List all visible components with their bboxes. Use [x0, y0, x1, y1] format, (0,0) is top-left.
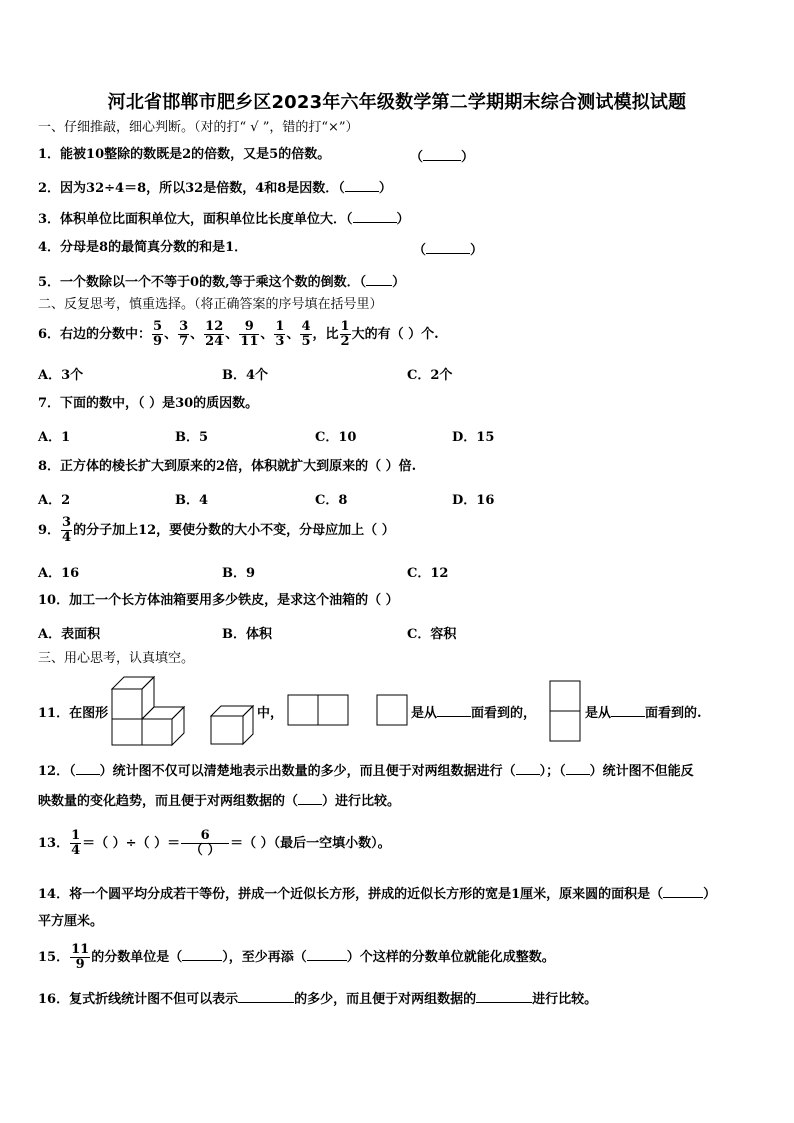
answer-blank[interactable] — [476, 988, 532, 1003]
fraction-6-over-blank: $\frac{6}{( )}$ — [181, 829, 229, 858]
cube-top-face — [211, 706, 253, 716]
paren-open: （ — [410, 150, 424, 165]
question-10: 10．加工一个长方体油箱要用多少铁皮，是求这个油箱的（ ） — [38, 593, 399, 608]
fraction-11-9: $\frac{11}{9}$ — [71, 942, 90, 972]
single-cube-figure — [209, 704, 255, 746]
answer-blank[interactable] — [566, 760, 590, 775]
option-10c[interactable]: C．容积 — [407, 627, 457, 642]
question-12-line-1: 12．（ ）统计图不仅可以清楚地表示出数量的多少，而且便于对两组数据进行（ ）；（ ）统计图不但能反 — [38, 760, 694, 781]
separator: 、 — [164, 327, 178, 342]
question-3-text: 3．体积单位比面积单位大，面积单位比长度单位大．（ — [38, 212, 353, 227]
option-6a[interactable]: A．3个 — [38, 368, 84, 383]
question-2-text: 2．因为32÷4＝8，所以32是倍数，4和8是因数．（ — [38, 181, 345, 196]
fraction-12-24: $\frac{12}{24}$ — [205, 319, 224, 349]
question-13: 13． $\frac{1}{4}$ ＝（ ）÷（ ）＝ $\frac{6}{( )}$ ＝（ ）（最后一空填小数）。 — [38, 828, 391, 858]
question-6-prefix: 6．右边的分数中： — [38, 327, 152, 342]
question-15: 15． $\frac{11}{9}$ 的分数单位是（ ），至少再添（ ）个这样的分数单位就能化成整数。 — [38, 942, 555, 972]
separator: 、 — [286, 327, 300, 342]
option-6c[interactable]: C．2个 — [407, 368, 453, 383]
fraction-3-7: $\frac{3}{7}$ — [179, 319, 189, 349]
option-7a[interactable]: A．1 — [38, 430, 71, 445]
answer-blank-2[interactable] — [611, 702, 645, 717]
option-7d[interactable]: D．15 — [452, 430, 495, 445]
option-7b[interactable]: B．5 — [175, 430, 209, 445]
bottom-right-cube-side-face — [172, 707, 184, 745]
answer-blank[interactable] — [366, 271, 392, 286]
option-6b[interactable]: B．4个 — [222, 368, 269, 383]
single-square-view — [376, 694, 409, 726]
fraction-1-4: $\frac{1}{4}$ — [71, 828, 81, 858]
fraction-9-11: $\frac{9}{11}$ — [240, 319, 259, 349]
fraction-4-5: $\frac{4}{5}$ — [301, 319, 311, 349]
question-2 — [38, 177, 392, 198]
question-14-line-1: 14．将一个圆平均分成若干等份，拼成一个近似长方形，拼成的近似长方形的宽是1厘米，原来圆的面积是（ ） — [38, 883, 716, 904]
option-10b[interactable]: B．体积 — [222, 627, 272, 642]
option-10a[interactable]: A．表面积 — [38, 627, 101, 642]
option-8c[interactable]: C．8 — [315, 493, 348, 508]
answer-blank[interactable] — [663, 883, 703, 898]
answer-blank[interactable] — [182, 946, 222, 961]
view-square-top — [550, 681, 580, 711]
option-8d[interactable]: D．16 — [452, 493, 495, 508]
option-8b[interactable]: B．4 — [175, 493, 209, 508]
question-7: 7．下面的数中，（ ）是30的质因数。 — [38, 396, 259, 411]
fraction-5-9: $\frac{5}{9}$ — [153, 319, 163, 349]
answer-blank[interactable] — [423, 146, 461, 161]
question-12-line-2: 映数量的变化趋势，而且便于对两组数据的（ ）进行比较。 — [38, 790, 400, 811]
question-4 — [38, 239, 484, 258]
question-9-suffix: 的分子加上12，要使分数的大小不变，分母应加上（ ） — [73, 523, 395, 538]
option-9b[interactable]: B．9 — [222, 566, 256, 581]
view-square-left — [288, 695, 318, 725]
question-4-paren — [413, 239, 483, 260]
question-6 — [38, 320, 439, 350]
question-5-text: 5．一个数除以一个不等于0的数,等于乘这个数的倒数．（ — [38, 275, 367, 290]
answer-blank[interactable] — [76, 760, 100, 775]
section3-heading: 三、用心思考，认真填空。 — [38, 651, 195, 666]
question-1-paren — [410, 146, 474, 167]
separator: 、 — [190, 327, 204, 342]
question-3 — [38, 208, 410, 229]
answer-blank[interactable] — [516, 760, 540, 775]
answer-blank[interactable] — [345, 177, 379, 192]
question-11-part-c: 是从 面看到的， — [411, 702, 536, 721]
fraction-1-2: $\frac{1}{2}$ — [340, 319, 350, 349]
view-square-right — [318, 695, 348, 725]
top-cube-front-face — [112, 689, 142, 719]
question-4-text: 4．分母是8的最简真分数的和是1． — [38, 240, 248, 255]
stacked-cubes-figure — [108, 675, 188, 747]
paren-close: ） — [396, 212, 410, 227]
word-bi: 比 — [325, 327, 339, 342]
comma: ， — [312, 327, 326, 342]
fraction-3-4: $\frac{3}{4}$ — [62, 515, 72, 545]
view-square — [377, 695, 407, 725]
question-5 — [38, 271, 405, 292]
answer-blank-1[interactable] — [437, 702, 471, 717]
paren-close: ） — [470, 243, 484, 258]
cube-side-face — [243, 706, 253, 744]
separator: 、 — [260, 327, 274, 342]
answer-blank[interactable] — [353, 208, 397, 223]
separator: 、 — [225, 327, 239, 342]
question-11-part-e: 是从 面看到的. — [585, 702, 702, 721]
fraction-1-3: $\frac{1}{3}$ — [275, 319, 285, 349]
section1-heading: 一、仔细推敲，细心判断。（对的打“ √ ”，错的打“×”） — [38, 120, 359, 135]
question-6-suffix: 大的有（ ）个. — [351, 327, 439, 342]
question-11-zhong: 中， — [257, 706, 284, 721]
paren-close: ） — [378, 181, 392, 196]
page-title: 河北省邯郸市肥乡区2023年六年级数学第二学期期末综合测试模拟试题 — [107, 92, 687, 113]
question-14-line-2: 平方厘米。 — [38, 914, 104, 929]
question-9 — [38, 516, 395, 546]
answer-blank[interactable] — [307, 946, 347, 961]
two-squares-vertical-view — [549, 680, 582, 742]
cube-front-face — [211, 716, 243, 744]
question-11-label: 11．在图形 — [38, 706, 109, 721]
answer-blank[interactable] — [238, 988, 294, 1003]
option-9c[interactable]: C．12 — [407, 566, 449, 581]
answer-blank[interactable] — [426, 239, 470, 254]
paren-close: ） — [392, 275, 406, 290]
question-9-prefix: 9． — [38, 523, 61, 538]
question-1 — [38, 146, 475, 165]
section2-heading: 二、反复思考，慎重选择。（将正确答案的序号填在括号里） — [38, 297, 383, 312]
paren-close: ） — [461, 150, 475, 165]
answer-blank[interactable] — [298, 790, 322, 805]
bottom-left-cube-front — [112, 719, 142, 745]
question-16: 16．复式折线统计图不但可以表示 的多少，而且便于对两组数据的 进行比较。 — [38, 988, 597, 1009]
option-9a[interactable]: A．16 — [38, 566, 80, 581]
question-8: 8．正方体的棱长扩大到原来的2倍，体积就扩大到原来的（ ）倍. — [38, 459, 417, 474]
bottom-right-cube-front — [142, 719, 172, 745]
question-1-text: 1．能被10整除的数既是2的倍数，又是5的倍数。 — [38, 147, 331, 162]
view-square-bottom — [550, 711, 580, 741]
two-squares-horizontal-view — [287, 694, 349, 726]
option-8a[interactable]: A．2 — [38, 493, 71, 508]
paren-open: （ — [413, 243, 427, 258]
option-7c[interactable]: C．10 — [315, 430, 357, 445]
